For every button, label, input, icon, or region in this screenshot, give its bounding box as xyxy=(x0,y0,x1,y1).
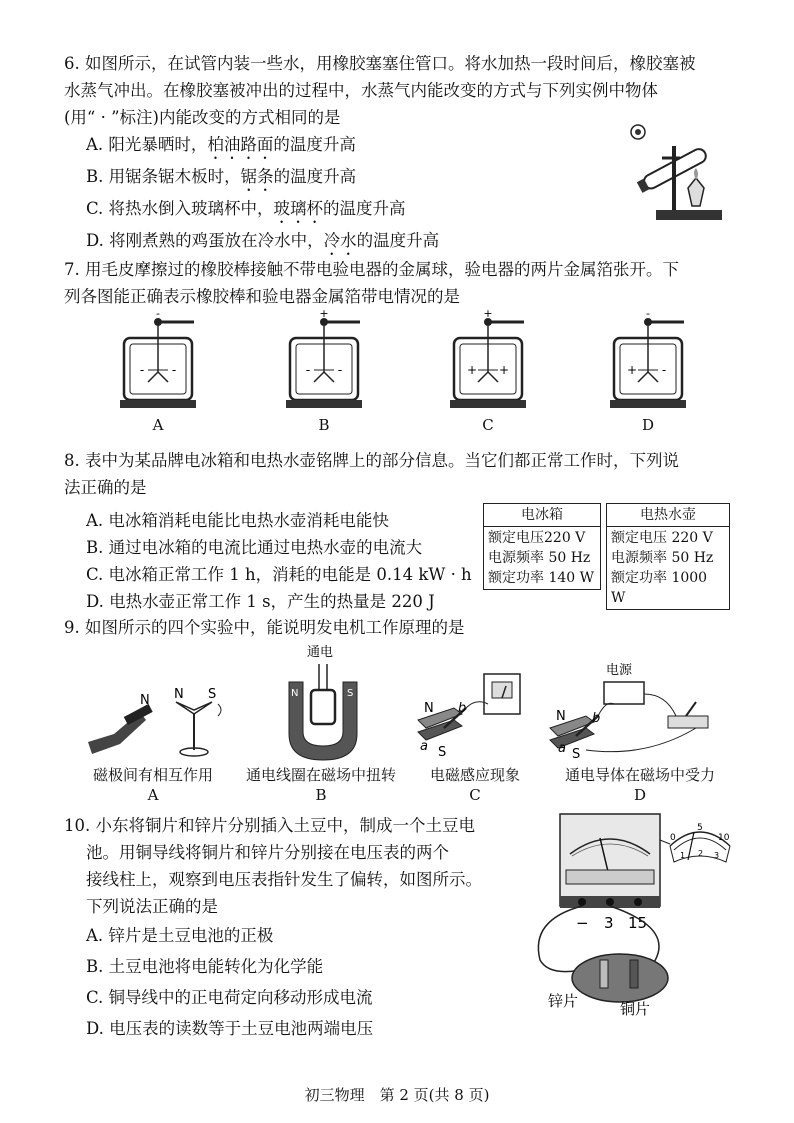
q9d-pole-n: N xyxy=(556,709,566,724)
rod-charge-sign-D: - xyxy=(646,308,650,320)
q9c-pole-s: S xyxy=(438,745,447,760)
electroscope-C xyxy=(448,308,528,414)
fridge-frequency: 电源频率 50 Hz xyxy=(488,550,591,566)
q6-option-b: B. 用锯条锯木板时，锯条的温度升高 xyxy=(86,167,357,186)
q9-letter-d: D xyxy=(633,786,647,804)
electroscope-B xyxy=(284,308,364,414)
q9-stem-line1: 9. 如图所示的四个实验中，能说明发电机工作原理的是 xyxy=(64,618,465,637)
zinc-label: 锌片 xyxy=(548,992,579,1010)
q9b-pole-n: N xyxy=(291,688,299,699)
terminal-15-label: 15 xyxy=(628,914,648,932)
q10-stem-line1: 10. 小东将铜片和锌片分别插入土豆中，制成一个土豆电 xyxy=(64,816,475,835)
right-leaf-sign-B: - xyxy=(337,363,343,377)
q9-caption-c: 电磁感应现象 xyxy=(429,766,520,784)
q10-stem-line4: 下列说法正确的是 xyxy=(86,897,218,916)
q9b-label-current: 通电 xyxy=(307,645,334,660)
left-leaf-sign-B: - xyxy=(305,363,311,377)
q6-stem-line3: (用“ · ”标注)内能改变的方式相同的是 xyxy=(64,108,341,127)
electroscope-label-C: C xyxy=(482,416,494,434)
q9d-label-power: 电源 xyxy=(606,663,633,678)
q9-caption-a: 磁极间有相互作用 xyxy=(92,766,213,784)
kettle-nameplate xyxy=(606,503,730,610)
q10-option-b: B. 土豆电池将电能转化为化学能 xyxy=(86,957,324,976)
q10-stem-line2: 池。用铜导线将铜片和锌片分别接在电压表的两个 xyxy=(86,843,449,862)
kettle-power: 额定功率 1000 W xyxy=(611,570,708,606)
question-6 xyxy=(64,50,696,259)
electroscope-label-A: A xyxy=(152,416,164,434)
left-leaf-sign-D: + xyxy=(626,363,638,377)
dial-scale-10: 10 xyxy=(718,833,730,843)
test-tube-apparatus-figure xyxy=(618,118,728,228)
q9-letter-b: B xyxy=(315,786,327,804)
electroscope-label-B: B xyxy=(318,416,330,434)
electroscope-label-D: D xyxy=(641,416,655,434)
terminal-minus-label: − xyxy=(576,914,589,932)
copper-label: 铜片 xyxy=(620,1000,651,1018)
q8-option-d: D. 电热水壶正常工作 1 s，产生的热量是 220 J xyxy=(86,592,435,611)
q9-figure-a xyxy=(84,682,234,762)
question-7 xyxy=(64,256,679,310)
q6-option-c: C. 将热水倒入玻璃杯中，玻璃杯的温度升高 xyxy=(86,199,406,218)
q9-letter-c: C xyxy=(469,786,481,804)
q6-option-d: D. 将刚煮熟的鸡蛋放在冷水中，冷水的温度升高 xyxy=(86,231,440,250)
kettle-frequency: 电源频率 50 Hz xyxy=(611,550,714,566)
terminal-3-label: 3 xyxy=(604,914,614,932)
q9c-wire-a: a xyxy=(420,739,428,754)
potato-battery-voltmeter-figure xyxy=(520,810,734,1020)
q10-option-c: C. 铜导线中的正电荷定向移动形成电流 xyxy=(86,988,373,1007)
q8-stem-line2: 法正确的是 xyxy=(64,478,147,497)
electroscope-A xyxy=(118,308,198,414)
q8-option-c: C. 电冰箱正常工作 1 h，消耗的电能是 0.14 kW · h xyxy=(86,565,472,584)
q8-option-b: B. 通过电冰箱的电流比通过电热水壶的电流大 xyxy=(86,538,423,557)
q9d-wire-b: b xyxy=(592,711,601,726)
fridge-nameplate xyxy=(483,503,601,590)
q9-figure-c xyxy=(414,668,538,762)
rod-charge-sign-A: - xyxy=(156,308,160,320)
right-leaf-sign-A: - xyxy=(171,363,177,377)
dial-scale-3: 3 xyxy=(714,851,720,860)
question-10 xyxy=(64,812,482,1042)
fridge-power: 额定功率 140 W xyxy=(488,570,595,586)
q10-stem-line3: 接线柱上，观察到电压表指针发生了偏转，如图所示。 xyxy=(86,870,482,889)
left-leaf-sign-C: + xyxy=(466,363,478,377)
rod-charge-sign-C: + xyxy=(483,308,493,320)
q9a-pole-n-right: N xyxy=(174,687,184,702)
page-footer: 初三物理 第 2 页(共 8 页) xyxy=(304,1086,490,1104)
q9-figure-d xyxy=(546,660,716,762)
q8-option-a: A. 电冰箱消耗电能比电热水壶消耗电能快 xyxy=(86,511,389,530)
dial-scale-5: 5 xyxy=(697,823,703,833)
rod-charge-sign-B: + xyxy=(319,308,329,320)
dial-scale-0: 0 xyxy=(670,833,676,843)
q9c-wire-b: b xyxy=(458,701,467,716)
q9a-pole-n-left: N xyxy=(140,693,150,708)
q6-stem-line1: 6. 如图所示，在试管内装一些水，用橡胶塞塞住管口。将水加热一段时间后，橡胶塞被 xyxy=(64,54,696,73)
left-leaf-sign-A: - xyxy=(139,363,145,377)
q10-option-a: A. 锌片是土豆电池的正极 xyxy=(86,926,274,945)
q6-stem-line2: 水蒸气冲出。在橡胶塞被冲出的过程中，水蒸气内能改变的方式与下列实例中物体 xyxy=(64,81,658,100)
q6-option-a: A. 阳光暴晒时，柏油路面的温度升高 xyxy=(86,135,356,154)
q9a-pole-s: S xyxy=(208,687,217,702)
q9-letter-a: A xyxy=(147,786,159,804)
q9-caption-d: 通电导体在磁场中受力 xyxy=(564,766,715,784)
q9c-pole-n: N xyxy=(424,701,434,716)
dial-scale-1: 1 xyxy=(680,851,686,860)
right-leaf-sign-D: - xyxy=(661,363,667,377)
dial-scale-2: 2 xyxy=(698,849,704,858)
q8-stem-line1: 8. 表中为某品牌电冰箱和电热水壶铭牌上的部分信息。当它们都正常工作时，下列说 xyxy=(64,451,679,470)
question-9 xyxy=(64,614,465,641)
q9d-pole-s: S xyxy=(572,747,581,762)
q10-option-d: D. 电压表的读数等于土豆电池两端电压 xyxy=(86,1019,374,1038)
kettle-voltage: 额定电压 220 V xyxy=(611,530,713,546)
right-leaf-sign-C: + xyxy=(498,363,510,377)
fridge-nameplate-title: 电冰箱 xyxy=(484,504,601,527)
electroscope-D xyxy=(608,308,688,414)
kettle-nameplate-title: 电热水壶 xyxy=(607,504,730,527)
q9b-pole-s: S xyxy=(347,688,354,699)
q9d-wire-a: a xyxy=(558,741,566,756)
q9-figure-b xyxy=(283,642,363,762)
q9-caption-b: 通电线圈在磁场中扭转 xyxy=(245,766,396,784)
q7-stem-line2: 列各图能正确表示橡胶棒和验电器金属箔带电情况的是 xyxy=(64,287,460,306)
q7-stem-line1: 7. 用毛皮摩擦过的橡胶棒接触不带电验电器的金属球，验电器的两片金属箔张开。下 xyxy=(64,260,679,279)
fridge-voltage: 额定电压220 V xyxy=(488,530,586,546)
